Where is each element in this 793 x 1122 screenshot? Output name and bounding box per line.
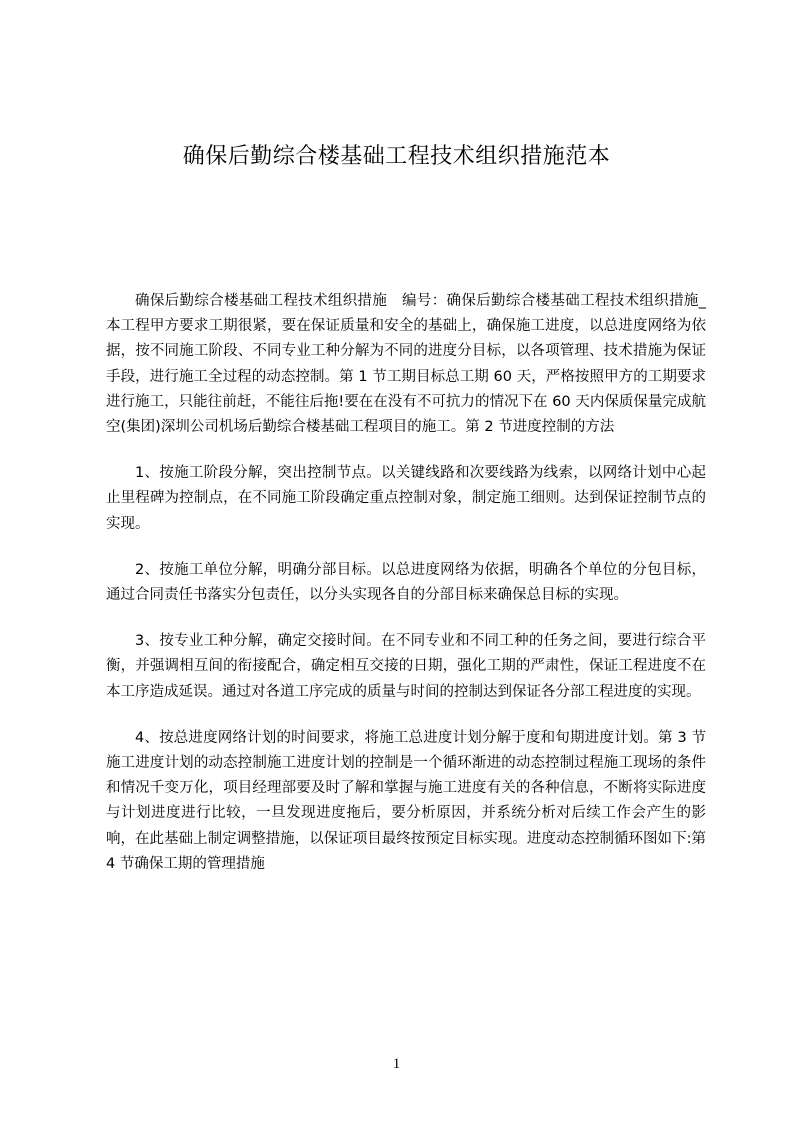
paragraph-intro: 确保后勤综合楼基础工程技术组织措施 编号：确保后勤综合楼基础工程技术组织措施_本工程甲方要求工期很紧，要在保证质量和安全的基础上，确保施工进度，以总进度网络为依据，按不同施工阶段、不同专业工种分解为不同的进度分目标，以各项管理、技术措施为保证手段，进行施工全过程的动态控制。第 1 节工期目标总工期 60 天，严格按照甲方的工期要求进行施工，只能往前赶，不能往后拖!要在在没有不可抗力的情况下在 60 天内保质保量完成航空(集团)深圳公司机场后勤综合楼基础工程项目的施工。第 2 节进度控制的方法 <box>106 293 706 436</box>
paragraph-item-3: 3、按专业工种分解，确定交接时间。在不同专业和不同工种的任务之间，要进行综合平衡，并强调相互间的衔接配合，确定相互交接的日期，强化工期的严肃性，保证工程进度不在本工序造成延误。通过对各道工序完成的质量与时间的控制达到保证各分部工程进度的实现。 <box>106 633 706 700</box>
paragraph-item-2: 2、按施工单位分解，明确分部目标。以总进度网络为依据，明确各个单位的分包目标，通过合同责任书落实分包责任，以分头实现各自的分部目标来确保总目标的实现。 <box>106 561 706 604</box>
page-number: 1 <box>392 1056 401 1072</box>
paragraph-item-1: 1、按施工阶段分解，突出控制节点。以关键线路和次要线路为线索，以网络计划中心起止里程碑为控制点，在不同施工阶段确定重点控制对象，制定施工细则。达到保证控制节点的实现。 <box>106 465 706 532</box>
document-body <box>106 289 706 898</box>
document-title: 确保后勤综合楼基础工程技术组织措施范本 <box>182 144 611 169</box>
paragraph-item-4: 4、按总进度网络计划的时间要求，将施工总进度计划分解于度和旬期进度计划。第 3 节施工进度计划的动态控制施工进度计划的控制是一个循环渐进的动态控制过程施工现场的条件和情况千变万化，项目经理部要及时了解和掌握与施工进度有关的各种信息，不断将实际进度与计划进度进行比较，一旦发现进度拖后，要分析原因，并系统分析对后续工作会产生的影响，在此基础上制定调整措施，以保证项目最终按预定目标实现。进度动态控制循环图如下:第 4 节确保工期的管理措施 <box>106 729 706 872</box>
